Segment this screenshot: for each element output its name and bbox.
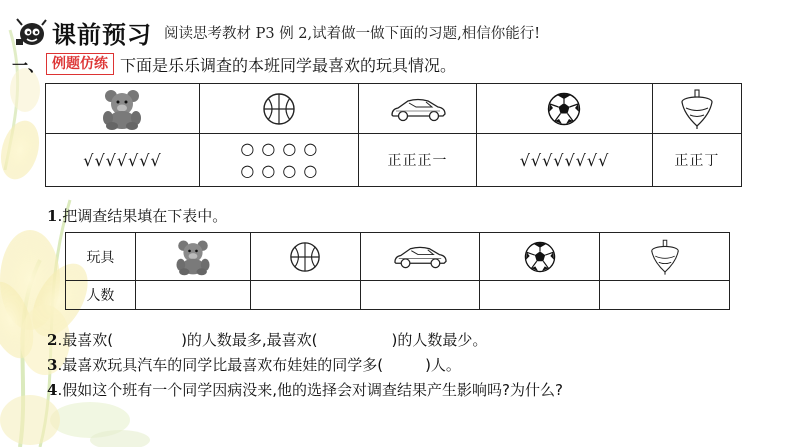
tally-cell — [652, 134, 741, 187]
question-3 — [47, 354, 461, 375]
section-number: 一、 — [12, 55, 45, 75]
question-1 — [47, 205, 227, 226]
mascot-icon — [14, 17, 48, 47]
question-text: .假如这个班有一个同学因病没来,他的选择会对调查结果产生影响吗?为什么? — [57, 381, 563, 399]
count-cell[interactable] — [250, 281, 360, 310]
count-cell[interactable] — [480, 281, 600, 310]
tally-cell — [477, 134, 653, 187]
question-text-a: .最喜欢玩具汽车的同学比最喜欢布娃娃的同学多( — [57, 356, 384, 374]
intro-text: 阅读思考教材 P3 例 2,试着做一做下面的习题,相信你能行! — [164, 25, 541, 42]
tally-marks: √√√√√√√√ — [519, 150, 610, 170]
tally-marks: √√√√√√√ — [83, 150, 162, 170]
spinning-top-icon — [680, 88, 714, 130]
spinning-top-icon — [650, 238, 680, 276]
header — [14, 18, 541, 49]
count-cell[interactable] — [135, 281, 250, 310]
teddy-bear-icon — [99, 88, 145, 130]
question-number: 3 — [47, 356, 58, 374]
basketball-icon — [262, 92, 296, 126]
toy-cell — [199, 84, 358, 134]
question-text-c: )的人数最少。 — [391, 331, 488, 349]
toy-car-icon — [391, 243, 449, 270]
tally-marks: 正正正一 — [387, 153, 448, 169]
basketball-icon — [289, 241, 321, 273]
toy-cell — [46, 84, 200, 134]
teddy-bear-icon — [173, 238, 213, 276]
section1-heading — [12, 52, 456, 76]
toy-cell — [477, 84, 653, 134]
page-title: 课前预习 — [52, 20, 152, 49]
question-4 — [47, 379, 563, 400]
tally-cell — [199, 134, 358, 187]
toy-car-icon — [388, 95, 448, 123]
tally-circles: ○ ○ ○ ○ ○ ○ ○ ○ — [240, 139, 318, 180]
question-number: 4 — [47, 381, 58, 399]
toy-cell — [358, 84, 476, 134]
survey-table — [45, 83, 742, 187]
question-number: 2 — [47, 331, 58, 349]
row-label — [66, 281, 136, 310]
toy-cell — [135, 233, 250, 281]
question-text-b: )的人数最多,最喜欢( — [181, 331, 318, 349]
toy-cell — [652, 84, 741, 134]
tally-cell — [46, 134, 200, 187]
result-table — [65, 232, 730, 310]
row-label — [66, 233, 136, 281]
question-2 — [47, 329, 487, 350]
count-cell[interactable] — [600, 281, 730, 310]
section-prompt: 下面是乐乐调查的本班同学最喜欢的玩具情况。 — [120, 55, 457, 75]
soccer-ball-icon — [524, 241, 556, 273]
toy-cell — [600, 233, 730, 281]
toy-cell — [480, 233, 600, 281]
question-number: 1 — [47, 207, 58, 225]
toy-label: 玩具 — [86, 249, 115, 266]
toy-cell — [250, 233, 360, 281]
soccer-ball-icon — [547, 92, 581, 126]
example-tag: 例题仿练 — [46, 53, 114, 75]
question-text-a: .最喜欢( — [57, 331, 114, 349]
count-label: 人数 — [86, 288, 115, 304]
question-text-b: )人。 — [425, 356, 461, 374]
tally-cell — [358, 134, 476, 187]
toy-cell — [360, 233, 480, 281]
question-text: .把调查结果填在下表中。 — [57, 207, 228, 225]
count-cell[interactable] — [360, 281, 480, 310]
tally-marks: 正正丁 — [674, 153, 720, 169]
